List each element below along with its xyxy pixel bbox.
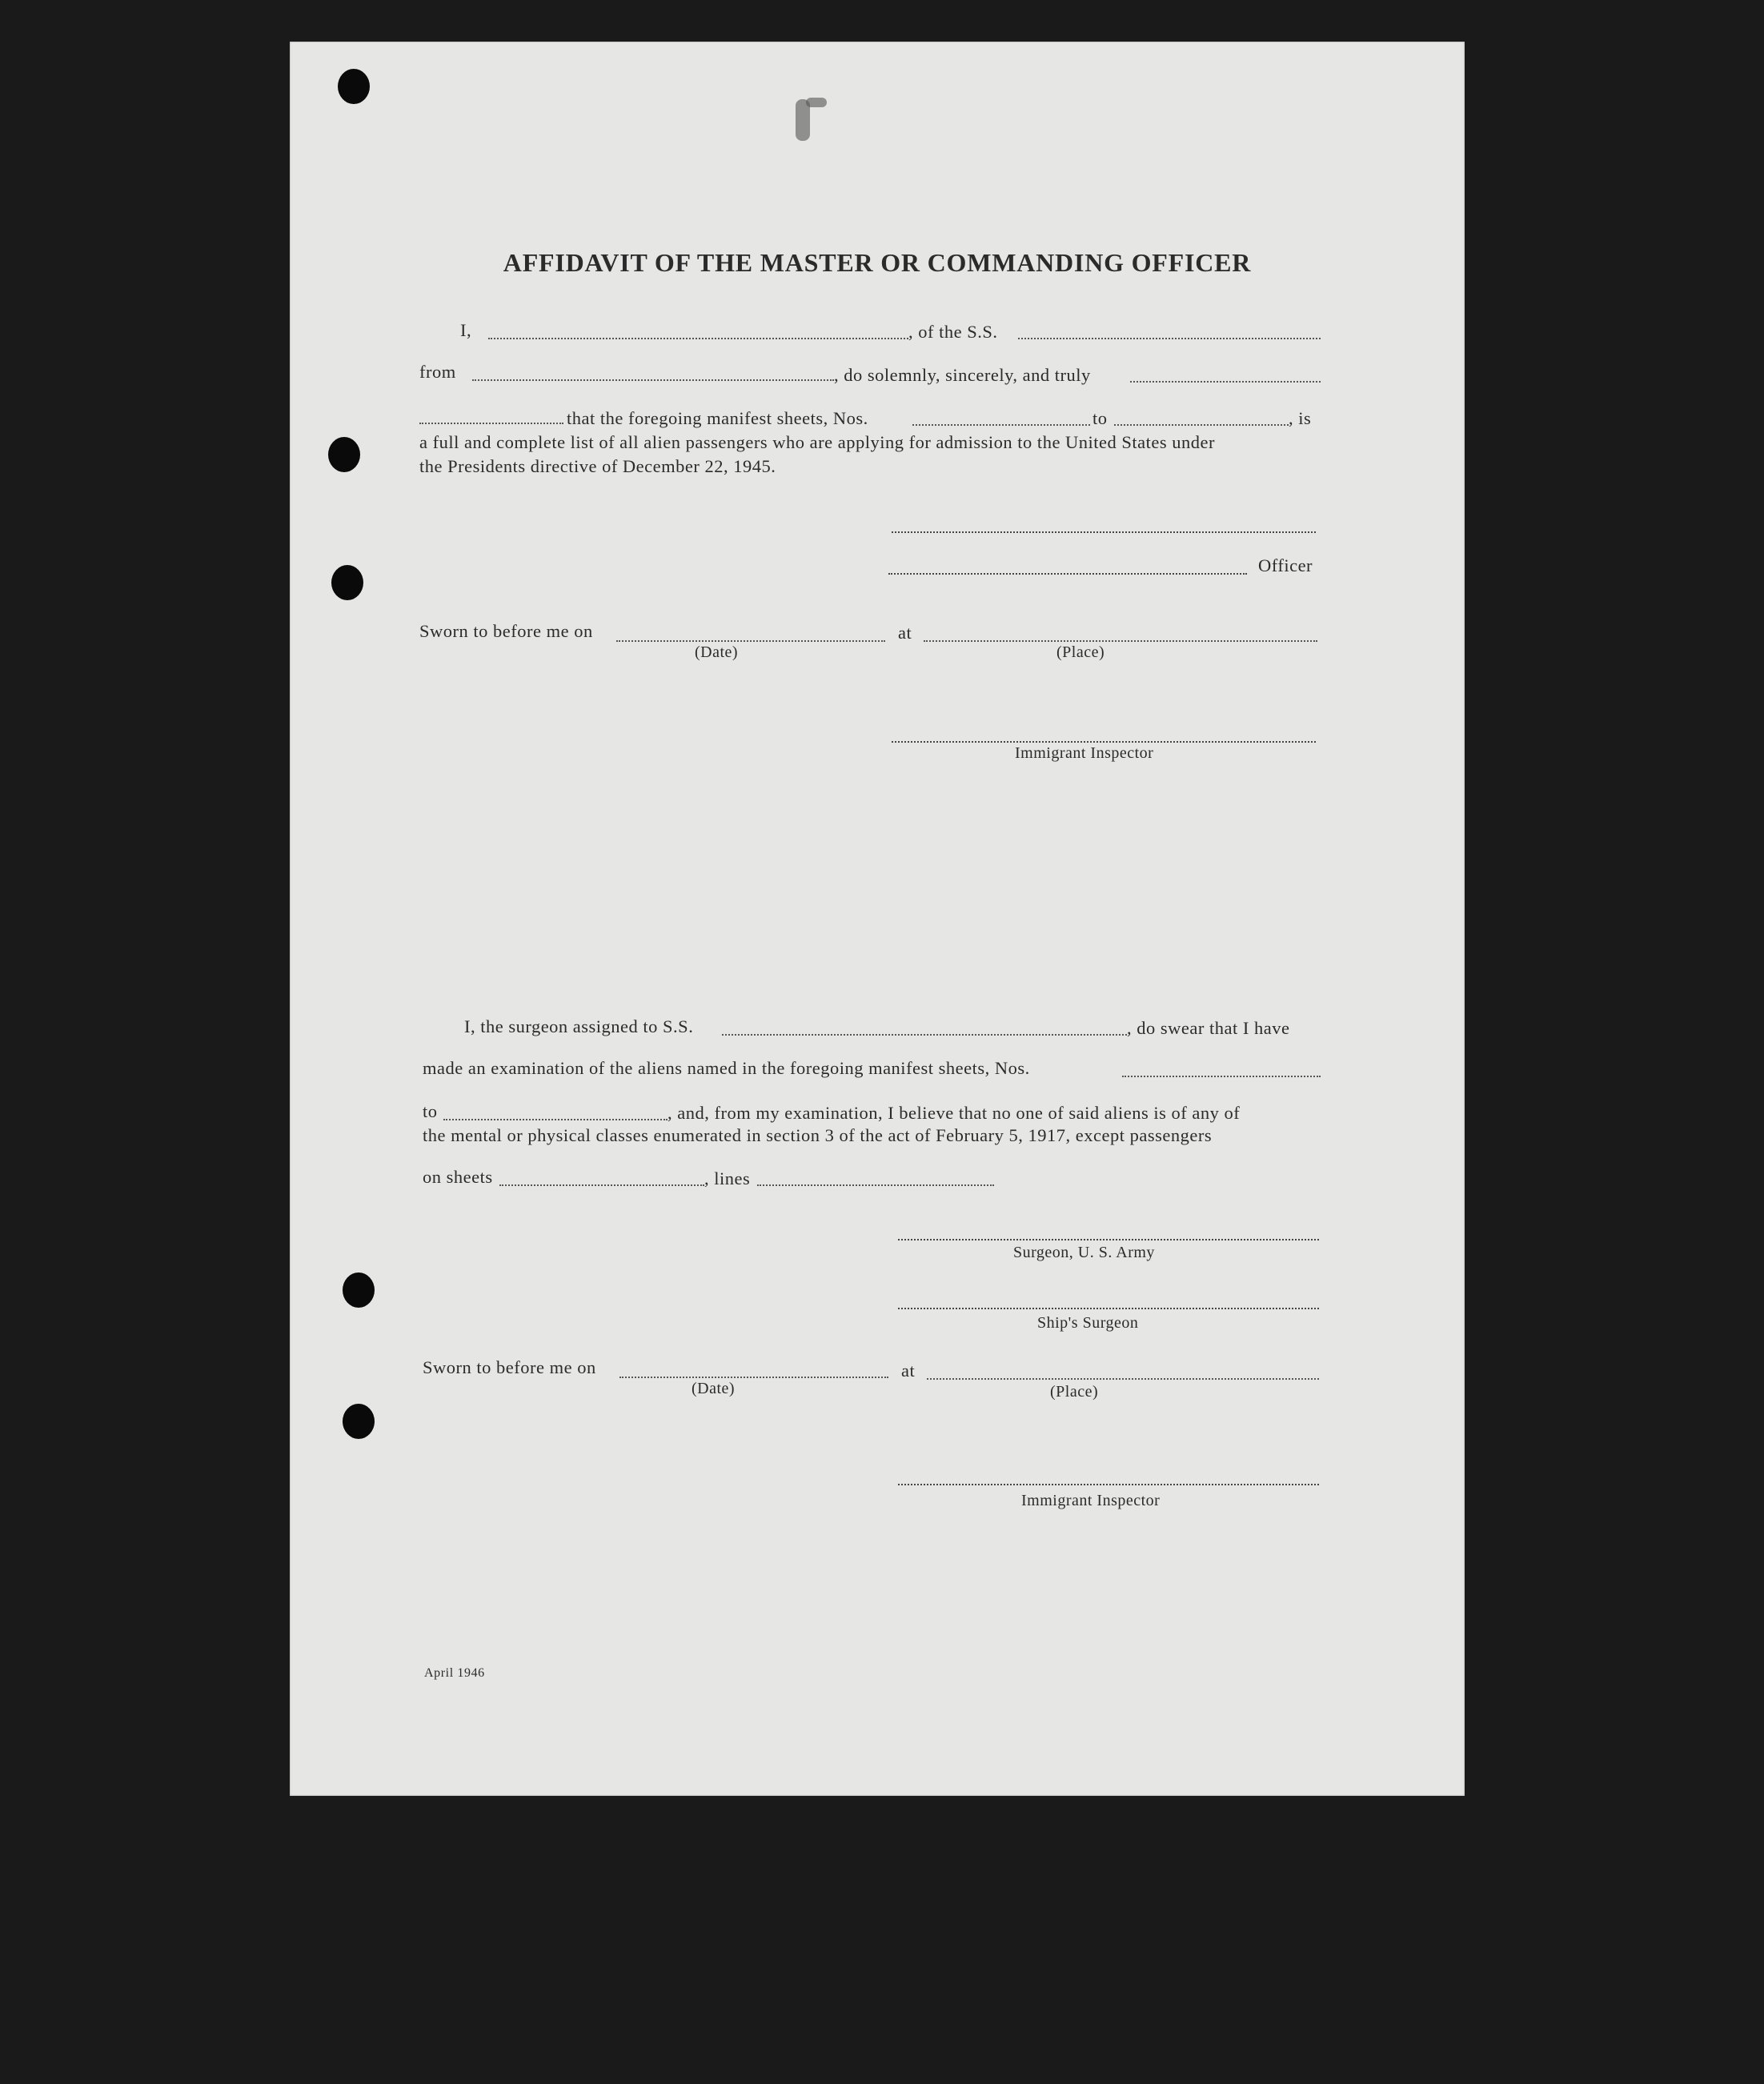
- ships-surgeon-signature-line[interactable]: [898, 1308, 1319, 1309]
- master-sworn-date-field[interactable]: [616, 640, 885, 642]
- master-foregoing-text: that the foregoing manifest sheets, Nos.: [567, 408, 868, 428]
- surgeon-on-sheets-label: on sheets: [423, 1167, 493, 1187]
- form-revision-date: April 1946: [424, 1666, 485, 1680]
- surgeon-sworn-text: Sworn to before me on: [423, 1357, 596, 1377]
- surgeon-swear-text: , do swear that I have: [1127, 1018, 1290, 1038]
- punch-hole: [328, 437, 360, 472]
- ink-stain: [806, 98, 827, 107]
- master-nos-to-field[interactable]: [1114, 424, 1289, 426]
- surgeon-ship-field[interactable]: [722, 1034, 1127, 1036]
- master-ship-field[interactable]: [1018, 338, 1321, 339]
- master-swear-field[interactable]: [1130, 381, 1321, 383]
- army-surgeon-label: Surgeon, U. S. Army: [1013, 1244, 1155, 1261]
- surgeon-classes-text: the mental or physical classes enumerated in section 3 of the act of February 5, 1917, except passengers: [423, 1125, 1213, 1145]
- surgeon-lines-field[interactable]: [757, 1184, 994, 1186]
- surgeon-at-label: at: [901, 1361, 916, 1381]
- surgeon-sheets-field[interactable]: [499, 1184, 704, 1186]
- master-oath-field[interactable]: [419, 423, 563, 424]
- master-solemnly-text: , do solemnly, sincerely, and truly: [834, 365, 1091, 385]
- surgeon-sworn-place-field[interactable]: [927, 1378, 1319, 1380]
- master-from-field[interactable]: [472, 379, 834, 381]
- master-of-ss-label: , of the S.S.: [908, 322, 998, 342]
- form-title: AFFIDAVIT OF THE MASTER OR COMMANDING OFFICER: [503, 248, 1252, 277]
- master-directive-text: the Presidents directive of December 22, 1945.: [419, 456, 776, 476]
- surgeon-examination-text: made an examination of the aliens named in the foregoing manifest sheets, Nos.: [423, 1058, 1030, 1078]
- master-sworn-place-field[interactable]: [924, 640, 1317, 642]
- surgeon-nos-to-field[interactable]: [443, 1119, 668, 1120]
- master-full-list-text: a full and complete list of all alien passengers who are applying for admission to the United States under: [419, 432, 1216, 452]
- surgeon-lines-label: , lines: [704, 1168, 751, 1188]
- surgeon-place-caption: (Place): [1050, 1383, 1099, 1401]
- punch-hole: [331, 565, 363, 600]
- master-is-label: , is: [1289, 408, 1312, 428]
- master-place-caption: (Place): [1056, 643, 1105, 661]
- master-i-label: I,: [460, 320, 472, 340]
- officer-signature-line-2[interactable]: [888, 573, 1247, 575]
- master-name-field[interactable]: [488, 338, 908, 339]
- surgeon-date-caption: (Date): [692, 1380, 736, 1397]
- ships-surgeon-label: Ship's Surgeon: [1037, 1314, 1139, 1332]
- master-nos-from-field[interactable]: [912, 424, 1090, 426]
- master-date-caption: (Date): [695, 643, 739, 661]
- surgeon-to-label: to: [423, 1101, 438, 1121]
- punch-hole: [343, 1404, 375, 1439]
- master-sworn-text: Sworn to before me on: [419, 621, 593, 641]
- master-inspector-signature-line[interactable]: [892, 741, 1316, 743]
- surgeon-nos-from-field[interactable]: [1122, 1076, 1321, 1077]
- surgeon-inspector-signature-line[interactable]: [898, 1484, 1319, 1485]
- punch-hole: [338, 69, 370, 104]
- surgeon-belief-text: , and, from my examination, I believe that no one of said aliens is of any of: [668, 1103, 1241, 1123]
- master-inspector-label: Immigrant Inspector: [1015, 744, 1154, 762]
- document-page: [290, 42, 1465, 1796]
- surgeon-inspector-label: Immigrant Inspector: [1021, 1492, 1161, 1509]
- master-to-label: to: [1092, 408, 1108, 428]
- surgeon-assigned-text: I, the surgeon assigned to S.S.: [464, 1016, 694, 1036]
- punch-hole: [343, 1272, 375, 1308]
- master-from-label: from: [419, 362, 456, 382]
- surgeon-sworn-date-field[interactable]: [619, 1377, 888, 1378]
- master-at-label: at: [898, 623, 912, 643]
- officer-signature-line-1[interactable]: [892, 531, 1316, 533]
- army-surgeon-signature-line[interactable]: [898, 1239, 1319, 1240]
- officer-label: Officer: [1258, 555, 1313, 575]
